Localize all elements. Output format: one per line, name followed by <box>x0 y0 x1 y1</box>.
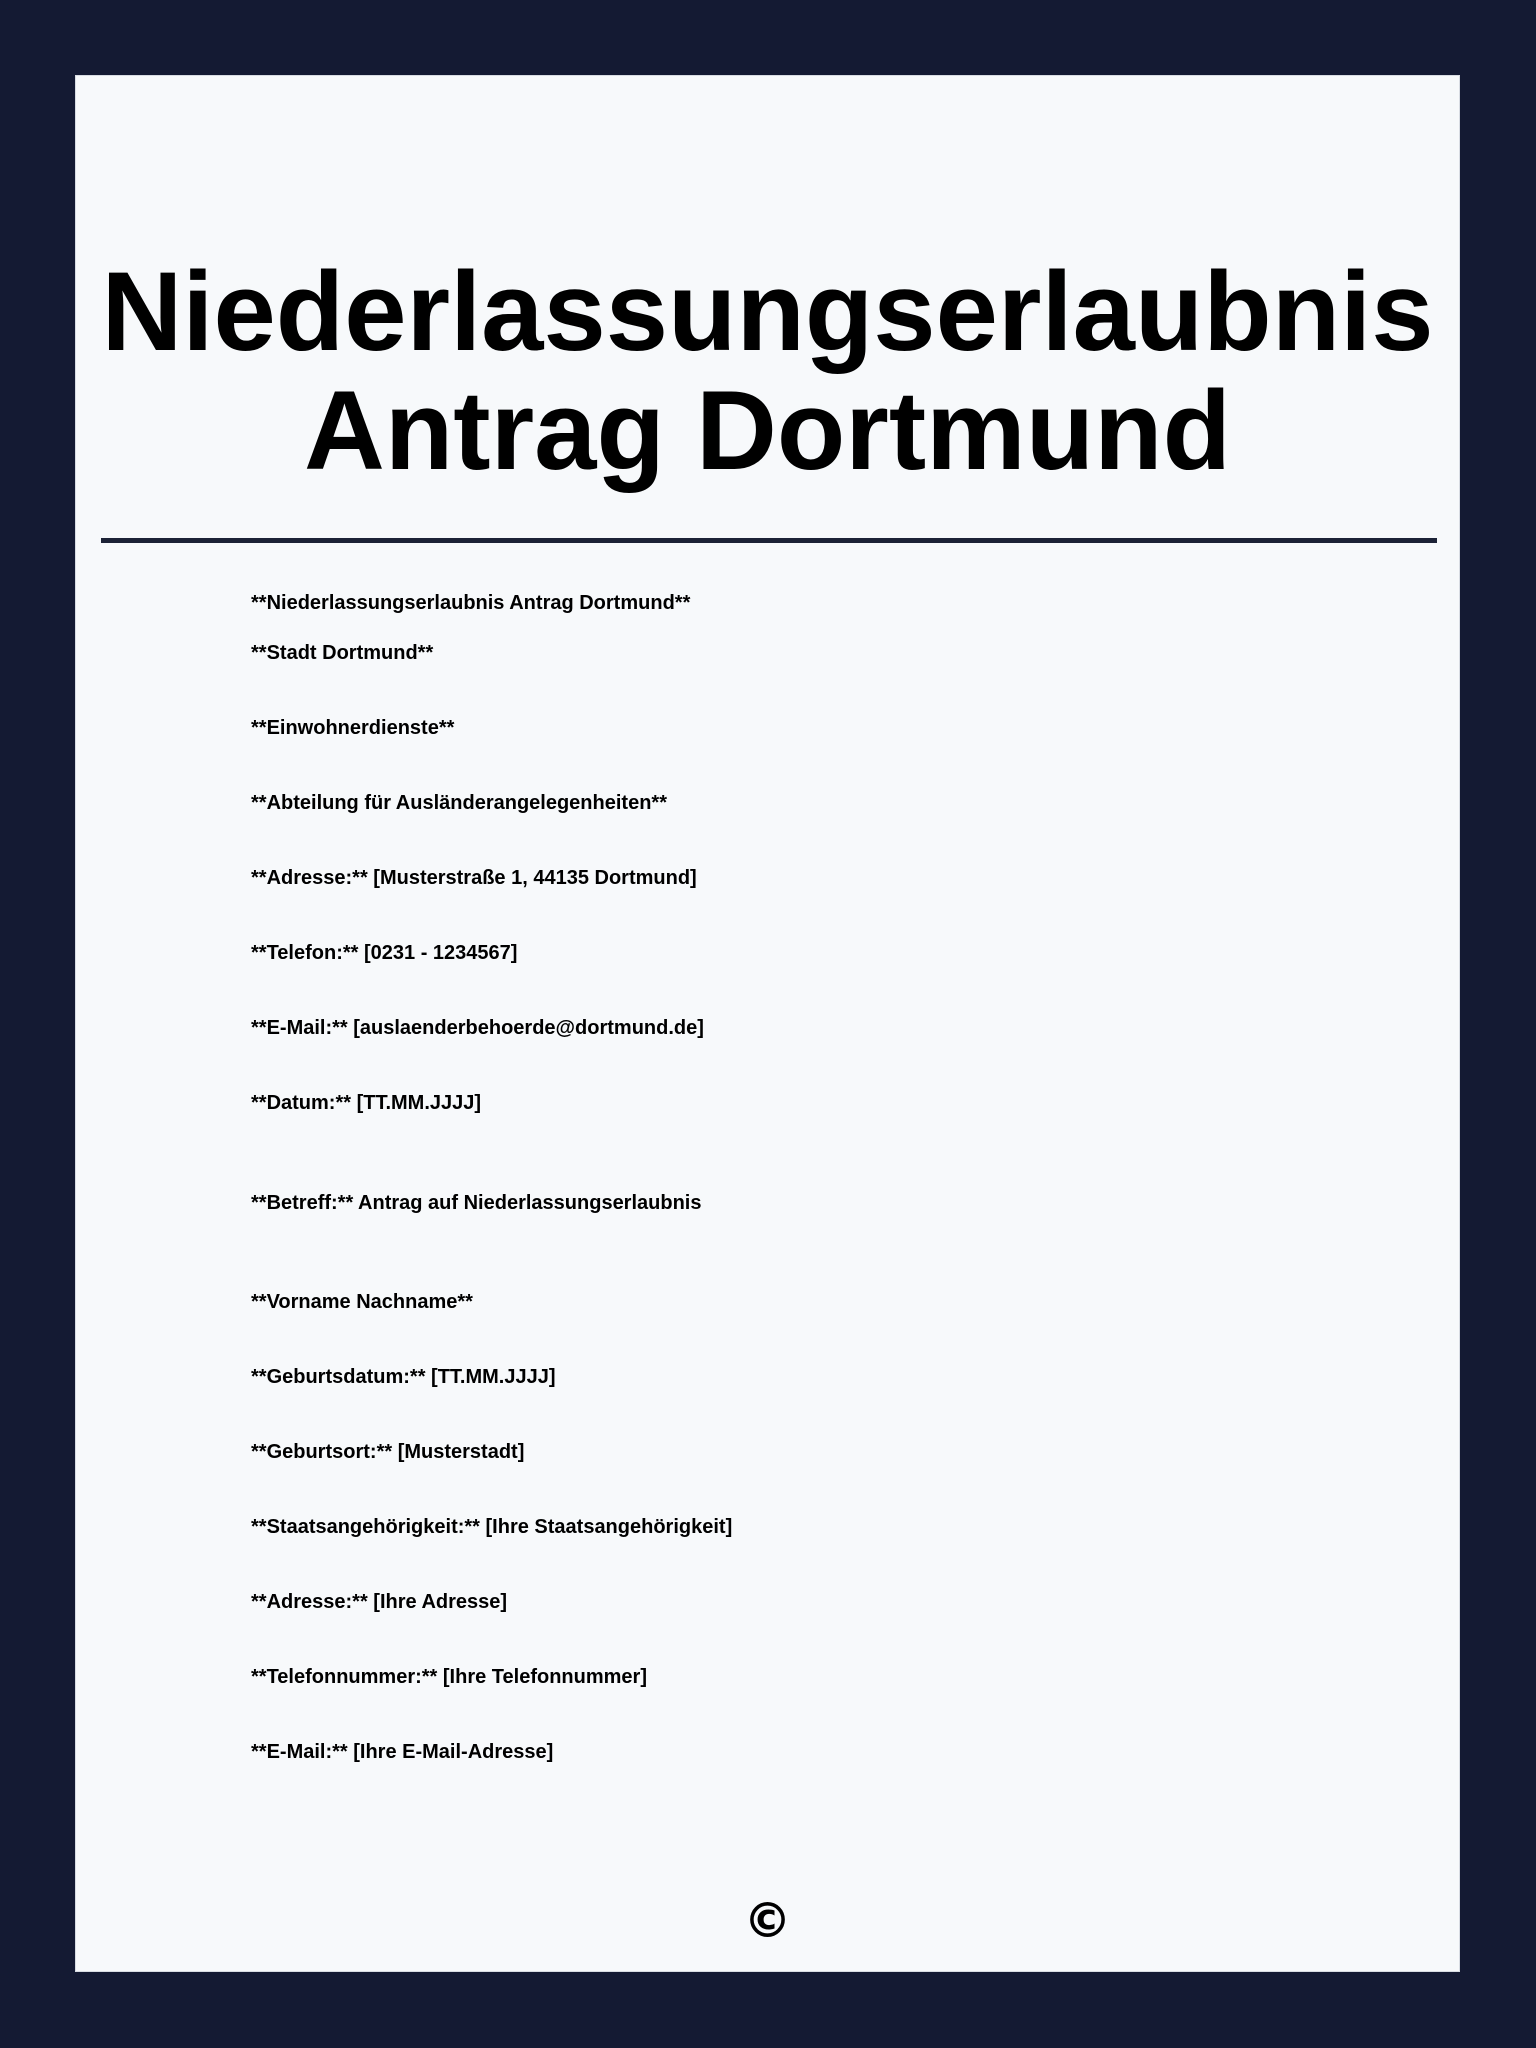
copyright-icon: © <box>743 1893 792 1949</box>
applicant-email-line: **E-Mail:** [Ihre E-Mail-Adresse] <box>251 1741 554 1763</box>
document-title <box>76 249 1459 493</box>
heading-line: **Niederlassungserlaubnis Antrag Dortmund** <box>251 592 691 614</box>
authority-email-line: **E-Mail:** [auslaenderbehoerde@dortmund.de] <box>251 1017 704 1039</box>
authority-line: **Stadt Dortmund** <box>251 642 434 664</box>
department-line: **Einwohnerdienste** <box>251 717 455 739</box>
title-line-1: Niederlassungserlaubnis <box>101 249 1434 374</box>
division-line: **Abteilung für Ausländerangelegenheiten** <box>251 792 667 814</box>
nationality-line: **Staatsangehörigkeit:** [Ihre Staatsangehörigkeit] <box>251 1516 733 1538</box>
date-line: **Datum:** [TT.MM.JJJJ] <box>251 1092 482 1114</box>
authority-phone-line: **Telefon:** [0231 - 1234567] <box>251 942 518 964</box>
applicant-phone-line: **Telefonnummer:** [Ihre Telefonnummer] <box>251 1666 647 1688</box>
title-line-2: Antrag Dortmund <box>303 368 1231 493</box>
title-divider <box>101 538 1437 543</box>
birthdate-line: **Geburtsdatum:** [TT.MM.JJJJ] <box>251 1366 556 1388</box>
applicant-address-line: **Adresse:** [Ihre Adresse] <box>251 1591 508 1613</box>
birthplace-line: **Geburtsort:** [Musterstadt] <box>251 1441 525 1463</box>
authority-address-line: **Adresse:** [Musterstraße 1, 44135 Dortmund] <box>251 867 697 889</box>
subject-line: **Betreff:** Antrag auf Niederlassungserlaubnis <box>251 1192 702 1214</box>
name-line: **Vorname Nachname** <box>251 1291 473 1313</box>
document-page <box>75 75 1460 1972</box>
